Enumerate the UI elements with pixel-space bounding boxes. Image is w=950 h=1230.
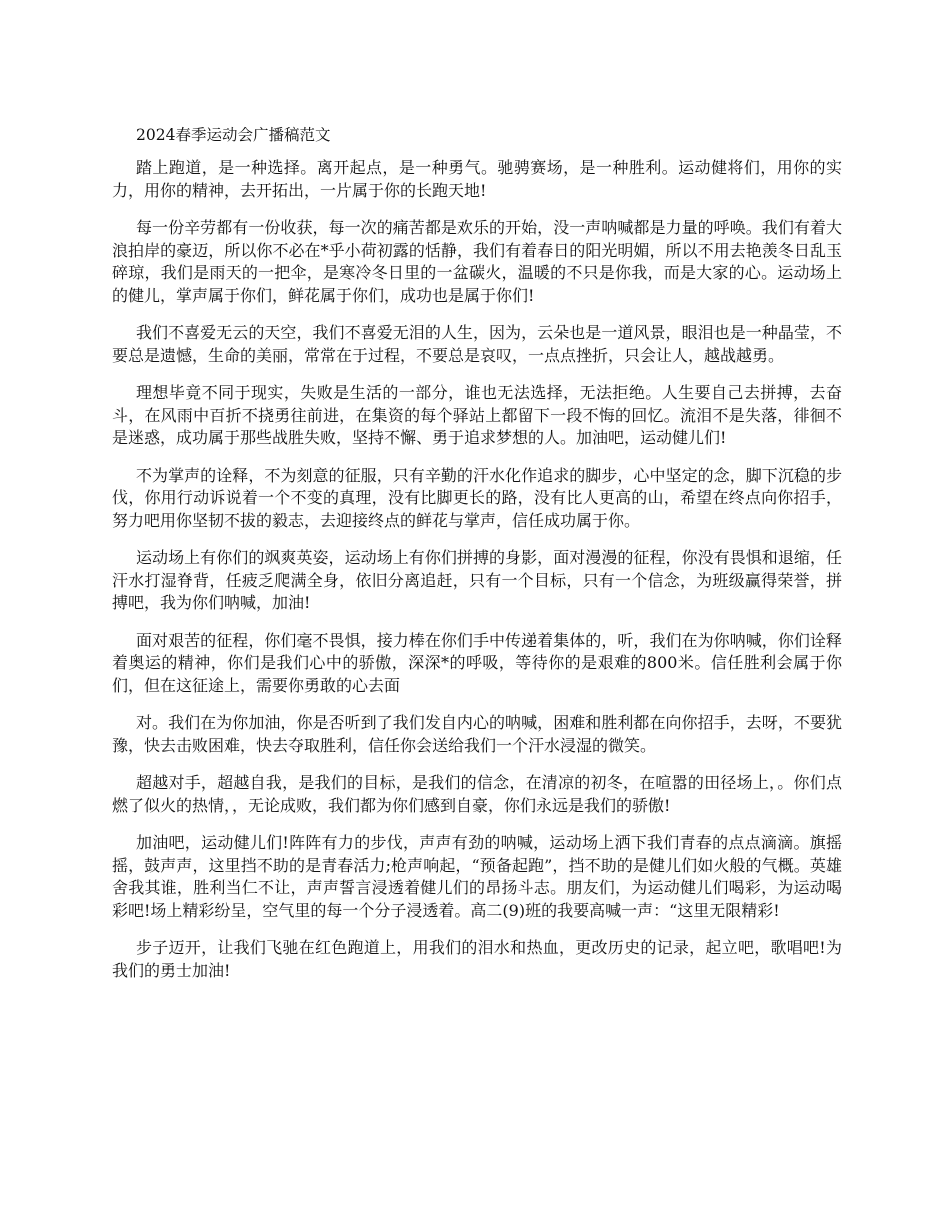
paragraph-6: 运动场上有你们的飒爽英姿，运动场上有你们拼搏的身影，面对漫漫的征程，你没有畏惧和退缩，任汗水打湿脊背，任疲乏爬满全身，依旧分离追赶，只有一个目标，只有一个信念，为班级赢得荣誉，拼搏吧，我为你们呐喊，加油! [112, 548, 842, 612]
document-title: 2024春季运动会广播稿范文 [136, 126, 331, 144]
paragraph-3: 我们不喜爱无云的天空，我们不喜爱无泪的人生，因为，云朵也是一道风景，眼泪也是一种晶莹，不要总是遗憾，生命的美丽，常常在于过程，不要总是哀叹，一点点挫折，只会让人，越战越勇。 [112, 323, 842, 365]
document-page [112, 124, 842, 997]
paragraph-9: 超越对手，超越自我，是我们的目标，是我们的信念，在清凉的初冬，在喧嚣的田径场上，。你们点燃了似火的热情，，无论成败，我们都为你们感到自豪，你们永远是我们的骄傲! [112, 773, 842, 815]
paragraph-8: 对。我们在为你加油，你是否听到了我们发自内心的呐喊，困难和胜利都在向你招手，去呀，不要犹豫，快去击败困难，快去夺取胜利，信任你会送给我们一个汗水浸湿的微笑。 [112, 713, 842, 755]
paragraph-4: 理想毕竟不同于现实，失败是生活的一部分，谁也无法选择，无法拒绝。人生要自己去拼搏，去奋斗，在风雨中百折不挠勇往前进，在集资的每个驿站上都留下一段不悔的回忆。流泪不是失落，徘徊不是迷惑，成功属于那些战胜失败，坚持不懈、勇于追求梦想的人。加油吧，运动健儿们! [112, 383, 842, 447]
paragraph-5: 不为掌声的诠释，不为刻意的征服，只有辛勤的汗水化作追求的脚步，心中坚定的念，脚下沉稳的步伐，你用行动诉说着一个不变的真理，没有比脚更长的路，没有比人更高的山，希望在终点向你招手，努力吧用你坚韧不拔的毅志，去迎接终点的鲜花与掌声，信任成功属于你。 [112, 465, 842, 530]
paragraph-7: 面对艰苦的征程，你们毫不畏惧，接力棒在你们手中传递着集体的，听，我们在为你呐喊，你们诠释着奥运的精神，你们是我们心中的骄傲，深深*的呼吸，等待你的是艰难的800米。信任胜利会属于你们，但在这征途上，需要你勇敢的心去面 [112, 630, 842, 695]
paragraph-11: 步子迈开，让我们飞驰在红色跑道上，用我们的泪水和热血，更改历史的记录，起立吧，歌唱吧!为我们的勇士加油! [112, 938, 842, 980]
paragraph-10: 加油吧，运动健儿们!阵阵有力的步伐，声声有劲的呐喊，运动场上洒下我们青春的点点滴滴。旗摇摇，鼓声声，这里挡不助的是青春活力;枪声响起，“预备起跑”，挡不助的是健儿们如火般的气概。英雄舍我其谁，胜利当仁不让，声声誓言浸透着健儿们的昂扬斗志。朋友们，为运动健儿们喝彩，为运动喝彩吧!场上精彩纷呈，空气里的每一个分子浸透着。高二(9)班的我要高喊一声：“这里无限精彩! [112, 833, 842, 920]
paragraph-1: 踏上跑道，是一种选择。离开起点，是一种勇气。驰骋赛场，是一种胜利。运动健将们，用你的实力，用你的精神，去开拓出，一片属于你的长跑天地! [112, 158, 842, 200]
paragraph-2: 每一份辛劳都有一份收获，每一次的痛苦都是欢乐的开始，没一声呐喊都是力量的呼唤。我们有着大浪拍岸的豪迈，所以你不必在*乎小荷初露的恬静，我们有着春日的阳光明媚，所以不用去艳羡冬日乱玉碎琼，我们是雨天的一把伞，是寒冷冬日里的一盆碳火，温暖的不只是你我，而是大家的心。运动场上的健儿，掌声属于你们，鲜花属于你们，成功也是属于你们! [112, 218, 842, 305]
